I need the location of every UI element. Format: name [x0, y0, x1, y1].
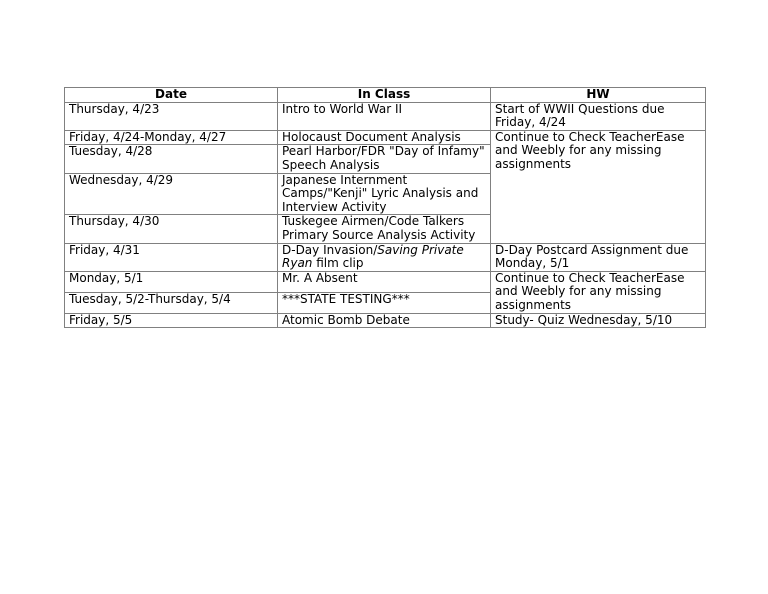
hw-cell: Start of WWII Questions due Friday, 4/24	[491, 102, 706, 130]
date-cell: Tuesday, 5/2-Thursday, 5/4	[65, 292, 278, 313]
in-class-header: In Class	[278, 88, 491, 103]
header-row	[65, 88, 706, 103]
date-header: Date	[65, 88, 278, 103]
in-class-cell: Japanese Internment Camps/"Kenji" Lyric Analysis and Interview Activity	[278, 173, 491, 215]
in-class-cell: Tuskegee Airmen/Code Talkers Primary Source Analysis Activity	[278, 215, 491, 243]
table-row	[65, 130, 706, 145]
in-class-cell: Atomic Bomb Debate	[278, 313, 491, 328]
date-cell: Wednesday, 4/29	[65, 173, 278, 215]
in-class-cell: Pearl Harbor/FDR "Day of Infamy" Speech Analysis	[278, 145, 491, 173]
table-row	[65, 243, 706, 271]
table-row	[65, 313, 706, 328]
date-cell: Friday, 5/5	[65, 313, 278, 328]
date-cell: Monday, 5/1	[65, 271, 278, 292]
schedule-table	[64, 87, 706, 328]
in-class-cell: Intro to World War II	[278, 102, 491, 130]
hw-cell: Continue to Check TeacherEase and Weebly for any missing assignments	[491, 130, 706, 243]
date-cell: Thursday, 4/23	[65, 102, 278, 130]
hw-cell: Continue to Check TeacherEase and Weebly for any missing assignments	[491, 271, 706, 313]
date-cell: Tuesday, 4/28	[65, 145, 278, 173]
table-row	[65, 271, 706, 292]
table-row	[65, 102, 706, 130]
film-title: Saving Private Ryan	[282, 242, 464, 271]
hw-header: HW	[491, 88, 706, 103]
in-class-cell: Holocaust Document Analysis	[278, 130, 491, 145]
in-class-cell	[278, 243, 491, 271]
date-cell: Friday, 4/31	[65, 243, 278, 271]
in-class-cell: Mr. A Absent	[278, 271, 491, 292]
hw-cell: Study- Quiz Wednesday, 5/10	[491, 313, 706, 328]
in-class-text: D-Day Invasion/	[282, 242, 378, 257]
in-class-text: film clip	[312, 256, 364, 271]
date-cell: Friday, 4/24-Monday, 4/27	[65, 130, 278, 145]
in-class-cell: ***STATE TESTING***	[278, 292, 491, 313]
hw-cell: D-Day Postcard Assignment due Monday, 5/1	[491, 243, 706, 271]
date-cell: Thursday, 4/30	[65, 215, 278, 243]
